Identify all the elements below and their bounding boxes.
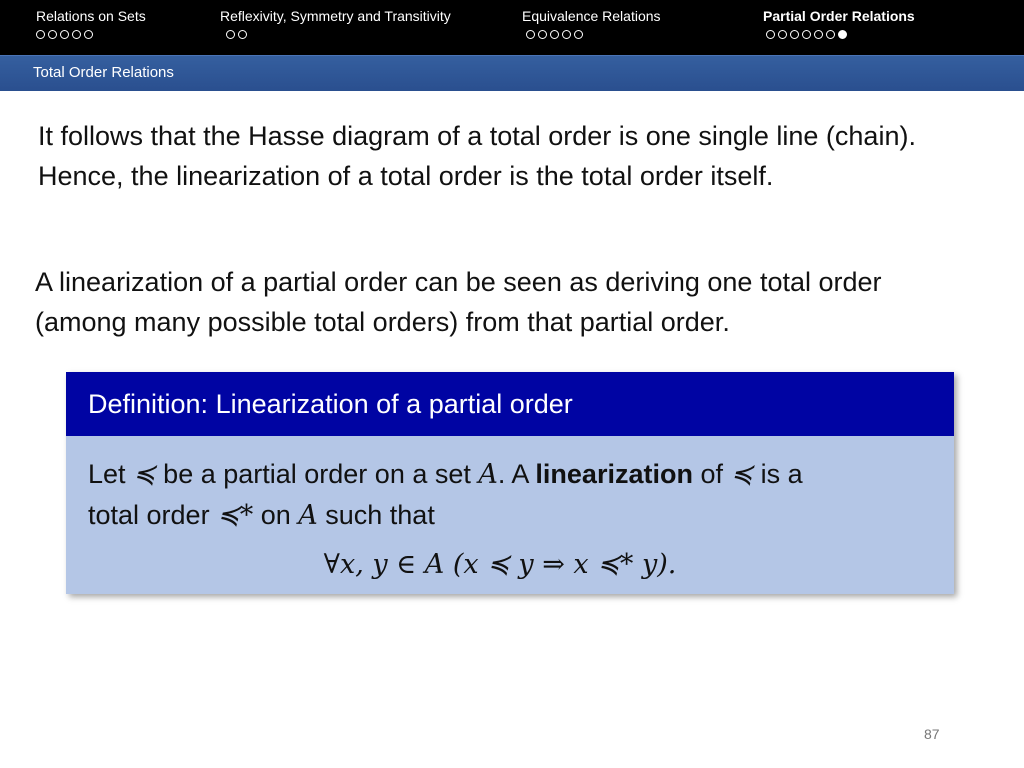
- nav-section-title: Equivalence Relations: [522, 8, 661, 24]
- definition-title: Definition: Linearization of a partial order: [66, 372, 954, 436]
- definition-line-2: [88, 495, 932, 536]
- nav-dot[interactable]: [766, 30, 775, 39]
- definition-box: [66, 372, 954, 594]
- nav-dot[interactable]: [526, 30, 535, 39]
- nav-section-partial-order-relations[interactable]: [763, 8, 915, 39]
- text-run: . A: [497, 459, 536, 489]
- nav-section-equivalence-relations[interactable]: [522, 8, 661, 39]
- nav-dot[interactable]: [60, 30, 69, 39]
- text-run: of: [692, 459, 731, 489]
- text-run: is a: [753, 459, 803, 489]
- nav-dot[interactable]: [574, 30, 583, 39]
- math-symbol: ≼: [133, 459, 156, 490]
- math-symbol: A: [298, 500, 318, 531]
- text-run: Let: [88, 459, 134, 489]
- nav-dot[interactable]: [238, 30, 247, 39]
- nav-progress-dots: [226, 30, 451, 39]
- nav-dot[interactable]: [814, 30, 823, 39]
- nav-dot-current[interactable]: [838, 30, 847, 39]
- top-navigation-bar: [0, 0, 1024, 55]
- math-symbol: A: [478, 459, 498, 490]
- nav-dot[interactable]: [36, 30, 45, 39]
- nav-dot[interactable]: [550, 30, 559, 39]
- definition-formula: ∀x, y ∈ A (x ≼ y ⇒ x ≼* y).: [323, 549, 677, 580]
- text-run: such that: [317, 500, 435, 530]
- text-run: total order: [88, 500, 218, 530]
- nav-progress-dots: [766, 30, 915, 39]
- nav-section-reflexivity[interactable]: [220, 8, 451, 39]
- nav-dot[interactable]: [778, 30, 787, 39]
- nav-section-title: Reflexivity, Symmetry and Transitivity: [220, 8, 451, 24]
- nav-dot[interactable]: [538, 30, 547, 39]
- nav-dot[interactable]: [84, 30, 93, 39]
- nav-section-relations-on-sets[interactable]: [36, 8, 146, 39]
- subsection-bar: [0, 55, 1024, 91]
- nav-progress-dots: [526, 30, 661, 39]
- nav-section-title: Relations on Sets: [36, 8, 146, 24]
- paragraph-linearization-intro: A linearization of a partial order can be seen as deriving one total order (among many possible total orders) from that partial order.: [35, 267, 882, 337]
- math-symbol: ≼: [730, 459, 754, 490]
- nav-dot[interactable]: [562, 30, 571, 39]
- text-run: be a partial order on a set: [155, 459, 479, 489]
- nav-dot[interactable]: [802, 30, 811, 39]
- nav-section-title: Partial Order Relations: [763, 8, 915, 24]
- defined-term: linearization: [535, 459, 693, 489]
- nav-dot[interactable]: [226, 30, 235, 39]
- definition-line-1: [88, 454, 932, 495]
- page-number: 87: [924, 726, 940, 742]
- nav-dot[interactable]: [790, 30, 799, 39]
- math-symbol: ≼*: [217, 500, 254, 531]
- definition-body: [66, 436, 954, 594]
- subsection-title: Total Order Relations: [33, 64, 174, 81]
- text-run: on: [253, 500, 299, 530]
- nav-progress-dots: [36, 30, 146, 39]
- paragraph-hasse-chain: It follows that the Hasse diagram of a total order is one single line (chain). Hence, the linearization of a total order is the total order itself.: [38, 121, 916, 191]
- nav-dot[interactable]: [826, 30, 835, 39]
- nav-dot[interactable]: [48, 30, 57, 39]
- nav-dot[interactable]: [72, 30, 81, 39]
